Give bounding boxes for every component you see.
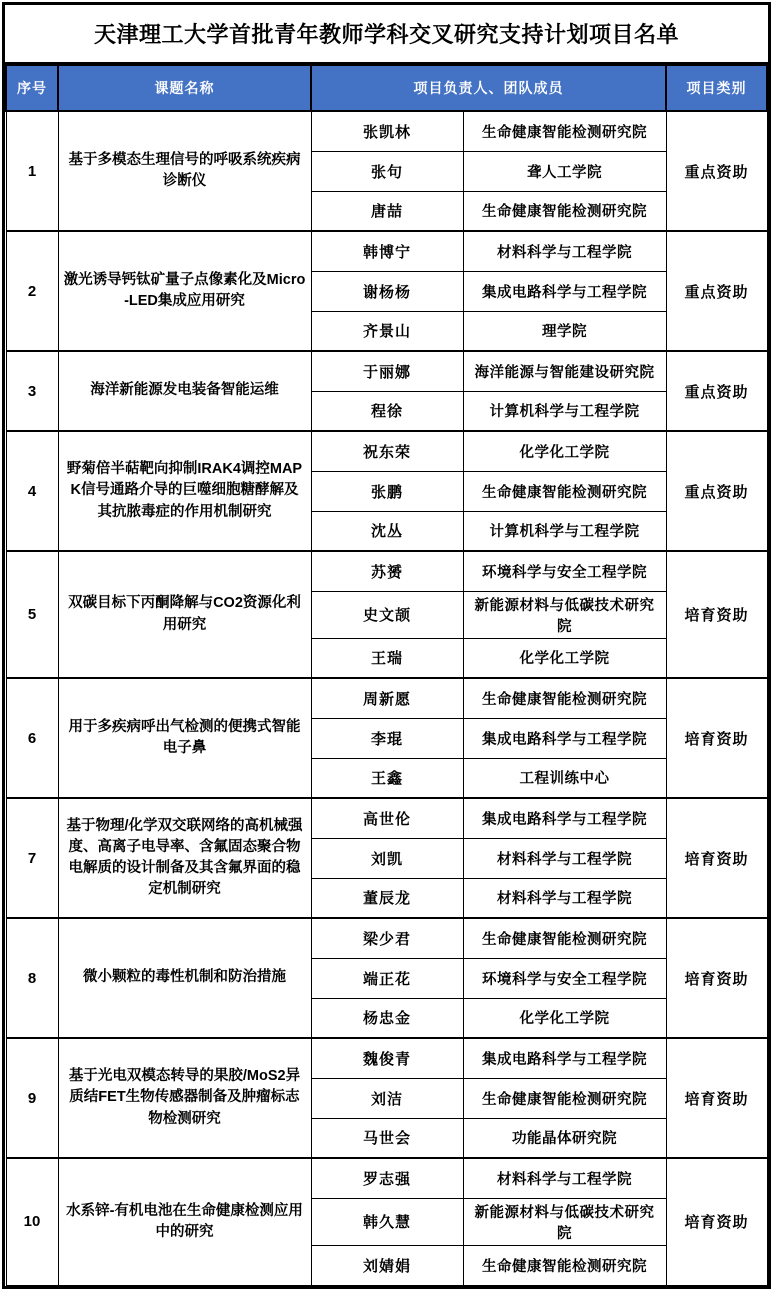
member-name: 刘凯 [311, 838, 463, 878]
member-name: 张鹏 [311, 471, 463, 511]
member-name: 谢杨杨 [311, 271, 463, 311]
project-title: 双碳目标下丙酮降解与CO2资源化利用研究 [58, 551, 311, 678]
member-affiliation: 集成电路科学与工程学院 [463, 718, 666, 758]
project-title: 基于光电双模态转导的果胶/MoS2异质结FET生物传感器制备及肿瘤标志物检测研究 [58, 1038, 311, 1158]
projects-table [5, 64, 768, 1286]
project-title: 微小颗粒的毒性机制和防治措施 [58, 918, 311, 1038]
project-index: 7 [6, 798, 58, 918]
col-header-team: 项目负责人、团队成员 [311, 65, 666, 111]
member-affiliation: 生命健康智能检测研究院 [463, 191, 666, 231]
project-category: 培育资助 [666, 918, 767, 1038]
project-index: 4 [6, 431, 58, 551]
member-name: 苏赟 [311, 551, 463, 591]
member-affiliation: 新能源材料与低碳技术研究院 [463, 1198, 666, 1245]
project-index: 6 [6, 678, 58, 798]
member-name: 高世伦 [311, 798, 463, 838]
project-category: 培育资助 [666, 551, 767, 678]
member-affiliation: 化学化工学院 [463, 431, 666, 471]
project-index: 10 [6, 1158, 58, 1285]
member-affiliation: 生命健康智能检测研究院 [463, 471, 666, 511]
member-row [6, 918, 767, 958]
member-affiliation: 材料科学与工程学院 [463, 878, 666, 918]
member-affiliation: 材料科学与工程学院 [463, 1158, 666, 1198]
member-name: 齐景山 [311, 311, 463, 351]
project-category: 培育资助 [666, 1158, 767, 1285]
project-index: 8 [6, 918, 58, 1038]
member-name: 刘婧娟 [311, 1245, 463, 1285]
member-affiliation: 集成电路科学与工程学院 [463, 271, 666, 311]
member-row [6, 431, 767, 471]
member-name: 魏俊青 [311, 1038, 463, 1078]
project-index: 3 [6, 351, 58, 431]
project-category: 培育资助 [666, 1038, 767, 1158]
member-name: 祝东荣 [311, 431, 463, 471]
member-affiliation: 材料科学与工程学院 [463, 231, 666, 271]
project-title: 激光诱导钙钛矿量子点像素化及Micro-LED集成应用研究 [58, 231, 311, 351]
member-affiliation: 生命健康智能检测研究院 [463, 918, 666, 958]
member-row [6, 551, 767, 591]
member-row [6, 1158, 767, 1198]
member-row [6, 351, 767, 391]
project-category: 重点资助 [666, 231, 767, 351]
header-row [6, 65, 767, 111]
col-header-project: 课题名称 [58, 65, 311, 111]
member-affiliation: 集成电路科学与工程学院 [463, 1038, 666, 1078]
member-affiliation: 工程训练中心 [463, 758, 666, 798]
table-header [6, 65, 767, 111]
member-name: 张凯林 [311, 111, 463, 151]
member-affiliation: 聋人工学院 [463, 151, 666, 191]
member-name: 韩博宁 [311, 231, 463, 271]
member-name: 罗志强 [311, 1158, 463, 1198]
member-name: 程徐 [311, 391, 463, 431]
member-affiliation: 环境科学与安全工程学院 [463, 958, 666, 998]
project-category: 培育资助 [666, 678, 767, 798]
member-name: 于丽娜 [311, 351, 463, 391]
project-title: 野菊倍半萜靶向抑制IRAK4调控MAPK信号通路介导的巨噬细胞糖酵解及其抗脓毒症的作用机制研究 [58, 431, 311, 551]
project-category: 重点资助 [666, 111, 767, 231]
member-name: 王鑫 [311, 758, 463, 798]
member-name: 王瑞 [311, 638, 463, 678]
project-title: 用于多疾病呼出气检测的便携式智能电子鼻 [58, 678, 311, 798]
member-affiliation: 理学院 [463, 311, 666, 351]
project-category: 培育资助 [666, 798, 767, 918]
member-name: 刘洁 [311, 1078, 463, 1118]
member-name: 董辰龙 [311, 878, 463, 918]
member-name: 李琨 [311, 718, 463, 758]
member-affiliation: 海洋能源与智能建设研究院 [463, 351, 666, 391]
member-row [6, 231, 767, 271]
table-body [6, 111, 767, 1285]
member-affiliation: 集成电路科学与工程学院 [463, 798, 666, 838]
project-category: 重点资助 [666, 431, 767, 551]
document-sheet [2, 2, 771, 1289]
member-name: 马世会 [311, 1118, 463, 1158]
member-affiliation: 生命健康智能检测研究院 [463, 111, 666, 151]
member-affiliation: 生命健康智能检测研究院 [463, 1078, 666, 1118]
member-row [6, 798, 767, 838]
page-title: 天津理工大学首批青年教师学科交叉研究支持计划项目名单 [5, 5, 768, 64]
project-index: 5 [6, 551, 58, 678]
member-row [6, 1038, 767, 1078]
member-name: 史文颉 [311, 591, 463, 638]
member-name: 梁少君 [311, 918, 463, 958]
member-row [6, 111, 767, 151]
member-affiliation: 材料科学与工程学院 [463, 838, 666, 878]
member-affiliation: 新能源材料与低碳技术研究院 [463, 591, 666, 638]
member-name: 沈丛 [311, 511, 463, 551]
member-name: 周新愿 [311, 678, 463, 718]
member-name: 杨忠金 [311, 998, 463, 1038]
member-affiliation: 化学化工学院 [463, 638, 666, 678]
project-title: 水系锌-有机电池在生命健康检测应用中的研究 [58, 1158, 311, 1285]
project-title: 基于物理/化学双交联网络的高机械强度、高离子电导率、含氟固态聚合物电解质的设计制备及其含氟界面的稳定机制研究 [58, 798, 311, 918]
project-category: 重点资助 [666, 351, 767, 431]
member-name: 端正花 [311, 958, 463, 998]
member-affiliation: 化学化工学院 [463, 998, 666, 1038]
member-affiliation: 环境科学与安全工程学院 [463, 551, 666, 591]
project-index: 2 [6, 231, 58, 351]
member-affiliation: 计算机科学与工程学院 [463, 511, 666, 551]
project-title: 基于多模态生理信号的呼吸系统疾病诊断仪 [58, 111, 311, 231]
col-header-index: 序号 [6, 65, 58, 111]
member-name: 唐喆 [311, 191, 463, 231]
member-affiliation: 计算机科学与工程学院 [463, 391, 666, 431]
member-name: 韩久慧 [311, 1198, 463, 1245]
member-name: 张句 [311, 151, 463, 191]
project-title: 海洋新能源发电装备智能运维 [58, 351, 311, 431]
member-row [6, 678, 767, 718]
member-affiliation: 生命健康智能检测研究院 [463, 1245, 666, 1285]
member-affiliation: 生命健康智能检测研究院 [463, 678, 666, 718]
project-index: 1 [6, 111, 58, 231]
project-index: 9 [6, 1038, 58, 1158]
member-affiliation: 功能晶体研究院 [463, 1118, 666, 1158]
col-header-category: 项目类别 [666, 65, 767, 111]
